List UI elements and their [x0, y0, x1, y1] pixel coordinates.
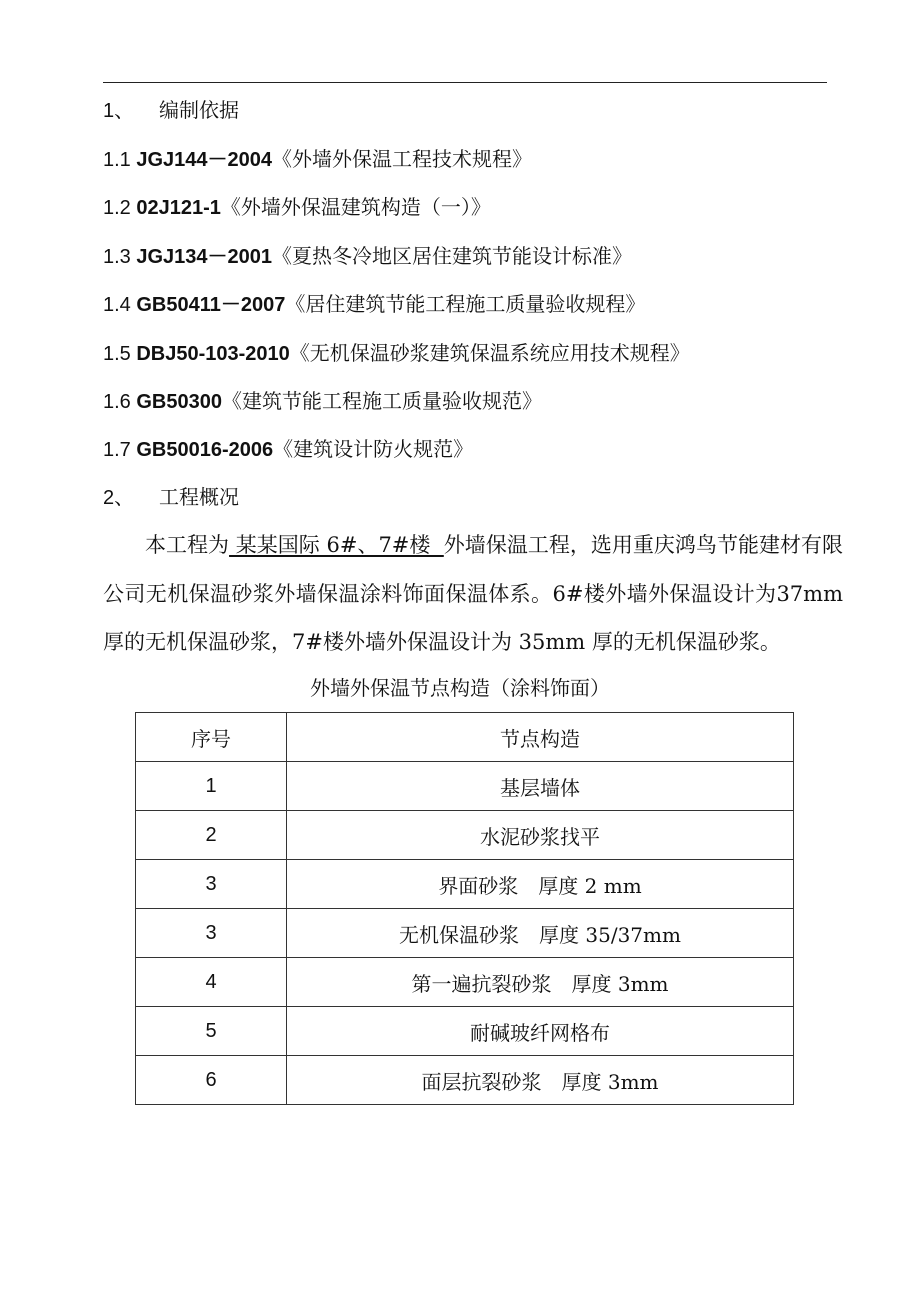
- seq-cell: 2: [136, 811, 287, 860]
- reference-index: 1.5: [103, 343, 137, 365]
- layer-cell: 面层抗裂砂浆 厚度 3mm: [287, 1056, 794, 1105]
- project-name: 某某国际 6#、7#楼: [229, 533, 444, 557]
- reference-title: 《夏热冬冷地区居住建筑节能设计标准》: [272, 244, 633, 268]
- header-rule: [103, 82, 827, 83]
- seq-cell: 3: [136, 909, 287, 958]
- section-2-number: 2、: [103, 487, 135, 509]
- reference-title: 《外墙外保温工程技术规程》: [272, 147, 533, 171]
- reference-title: 《居住建筑节能工程施工质量验收规程》: [285, 292, 646, 316]
- paragraph-body: 外墙保温工程，选用重庆鸿鸟节能建材有限公司无机保温砂浆外墙保温涂料饰面保温体系。6#楼外墙外保温设计为37mm 厚的无机保温砂浆，7#楼外墙外保温设计为 35mm 厚的无机保温砂浆。: [103, 533, 843, 654]
- reference-index: 1.3: [103, 246, 137, 268]
- table-row: [136, 762, 794, 811]
- reference-title: 《建筑节能工程施工质量验收规范》: [221, 389, 542, 413]
- reference-code: JGJ144－2004: [136, 149, 273, 171]
- reference-title: 《建筑设计防火规范》: [273, 437, 474, 461]
- layer-cell: 水泥砂浆找平: [287, 811, 794, 860]
- seq-cell: 3: [136, 860, 287, 909]
- section-2-heading: [103, 483, 239, 512]
- table-row: [136, 1007, 794, 1056]
- table-row: [136, 909, 794, 958]
- reference-item: [103, 290, 645, 319]
- reference-code: 02J121-1: [136, 197, 221, 219]
- section-2-title: 工程概况: [159, 485, 239, 509]
- reference-index: 1.6: [103, 391, 137, 413]
- seq-cell: 4: [136, 958, 287, 1007]
- reference-item: [103, 145, 532, 174]
- reference-code: DBJ50-103-2010: [136, 343, 290, 365]
- table-row: [136, 811, 794, 860]
- seq-cell: 6: [136, 1056, 287, 1105]
- seq-cell: 5: [136, 1007, 287, 1056]
- reference-index: 1.2: [103, 197, 137, 219]
- column-header-layer: 节点构造: [287, 713, 794, 762]
- reference-title: 《外墙外保温建筑构造（一）》: [220, 195, 491, 219]
- table-row: [136, 860, 794, 909]
- reference-item: [103, 387, 542, 416]
- reference-item: [103, 339, 690, 368]
- column-header-seq: 序号: [136, 713, 287, 762]
- table-caption: 外墙外保温节点构造（涂料饰面）: [310, 676, 610, 700]
- reference-code: GB50411－2007: [136, 294, 286, 316]
- table-header-row: [136, 713, 794, 762]
- section-1-heading: [103, 96, 239, 125]
- insulation-layers-table: [135, 712, 794, 1105]
- project-overview-paragraph: [103, 521, 843, 667]
- layer-cell: 无机保温砂浆 厚度 35/37mm: [287, 909, 794, 958]
- layer-cell: 基层墙体: [287, 762, 794, 811]
- seq-cell: 1: [136, 762, 287, 811]
- layer-cell: 耐碱玻纤网格布: [287, 1007, 794, 1056]
- reference-item: [103, 435, 473, 464]
- paragraph-lead: 本工程为: [145, 533, 230, 557]
- layer-cell: 第一遍抗裂砂浆 厚度 3mm: [287, 958, 794, 1007]
- reference-code: JGJ134－2001: [136, 246, 273, 268]
- reference-index: 1.4: [103, 294, 137, 316]
- section-1-title: 编制依据: [159, 98, 239, 122]
- reference-title: 《无机保温砂浆建筑保温系统应用技术规程》: [289, 341, 690, 365]
- section-1-number: 1、: [103, 100, 135, 122]
- table-row: [136, 1056, 794, 1105]
- layer-cell: 界面砂浆 厚度 2 mm: [287, 860, 794, 909]
- reference-item: [103, 193, 491, 222]
- table-row: [136, 958, 794, 1007]
- reference-index: 1.7: [103, 439, 137, 461]
- reference-item: [103, 242, 632, 271]
- reference-code: GB50016-2006: [136, 439, 274, 461]
- reference-code: GB50300: [136, 391, 222, 413]
- reference-index: 1.1: [103, 149, 137, 171]
